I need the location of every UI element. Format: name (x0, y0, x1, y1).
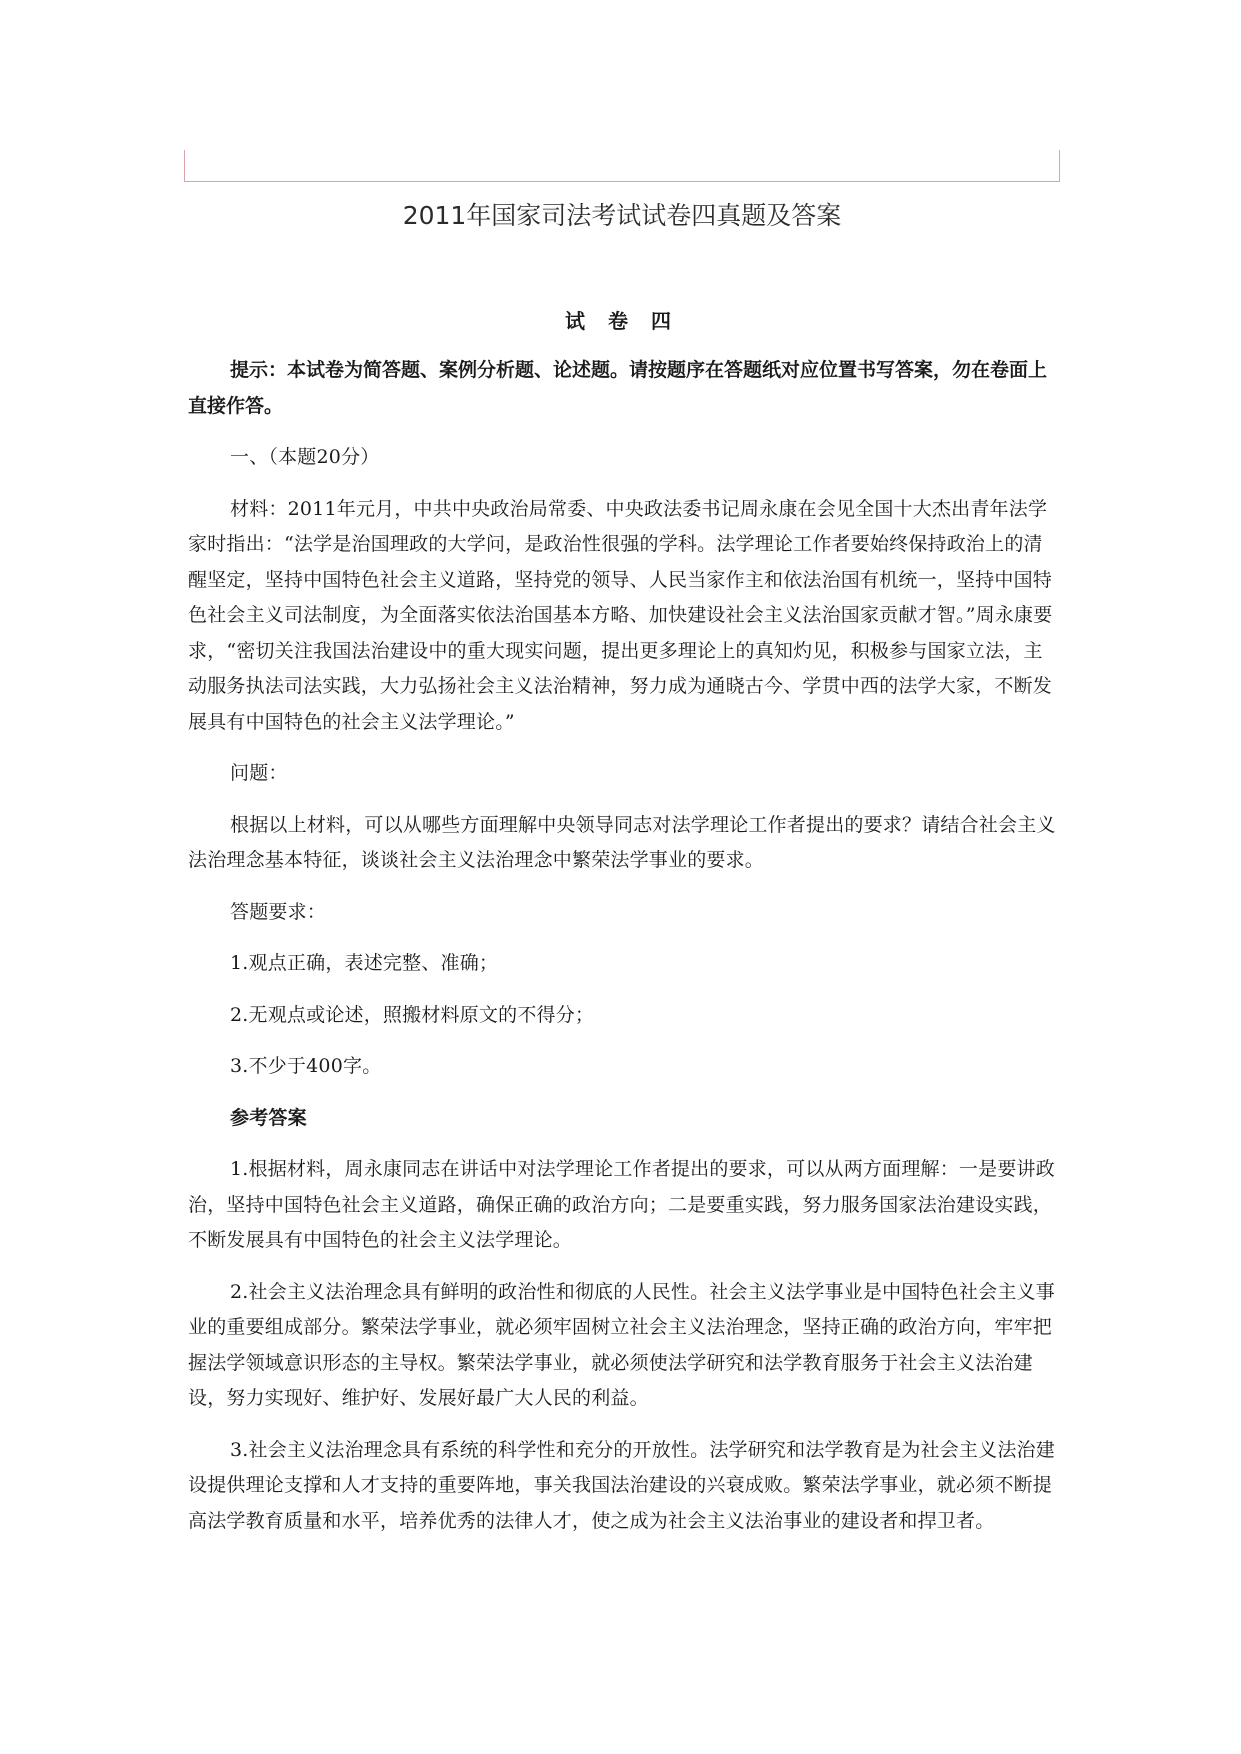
question-label: 问题： (230, 762, 288, 784)
question-text: 根据以上材料，可以从哪些方面理解中央领导同志对法学理论工作者提出的要求？请结合社会主义法治理念基本特征，谈谈社会主义法治理念中繁荣法学事业的要求。 (188, 813, 1056, 871)
header-frame (184, 150, 1060, 182)
requirement-item-3: 3.不少于400字。 (230, 1055, 382, 1077)
answer-item-1: 1.根据材料，周永康同志在讲话中对法学理论工作者提出的要求，可以从两方面理解：一是要讲政治，坚持中国特色社会主义道路，确保正确的政治方向；二是要重实践，努力服务国家法治建设实践，不断发展具有中国特色的社会主义法学理论。 (188, 1158, 1055, 1251)
document-title: 2011年国家司法考试试卷四真题及答案 (402, 201, 842, 230)
paper-title: 试 卷 四 (565, 309, 679, 333)
notice-text: 提示：本试卷为简答题、案例分析题、论述题。请按题序在答题纸对应位置书写答案，勿在卷面上直接作答。 (188, 359, 1048, 417)
answer-item-2: 2.社会主义法治理念具有鲜明的政治性和彻底的人民性。社会主义法学事业是中国特色社会主义事业的重要组成部分。繁荣法学事业，就必须牢固树立社会主义法治理念，坚持正确的政治方向，牢牢把握法学领域意识形态的主导权。繁荣法学事业，就必须使法学研究和法学教育服务于社会主义法治建设，努力实现好、维护好、发展好最广大人民的利益。 (188, 1280, 1055, 1409)
answer-label: 参考答案 (230, 1106, 307, 1129)
answer-item-3: 3.社会主义法治理念具有系统的科学性和充分的开放性。法学研究和法学教育是为社会主义法治建设提供理论支撑和人才支持的重要阵地，事关我国法治建设的兴衰成败。繁荣法学事业，就必须不断提高法学教育质量和水平，培养优秀的法律人才，使之成为社会主义法治事业的建设者和捍卫者。 (188, 1438, 1055, 1532)
material-text: 材料：2011年元月，中共中央政治局常委、中央政法委书记周永康在会见全国十大杰出青年法学家时指出：“法学是治国理政的大学问，是政治性很强的学科。法学理论工作者要始终保持政治上的清醒坚定，坚持中国特色社会主义道路，坚持党的领导、人民当家作主和依法治国有机统一，坚持中国特色社会主义司法制度，为全面落实依法治国基本方略、加快建设社会主义法治国家贡献才智。”周永康要求，“密切关注我国法治建设中的重大现实问题，提出更多理论上的真知灼见，积极参与国家立法，主动服务执法司法实践，大力弘扬社会主义法治精神，努力成为通晓古今、学贯中西的法学大家，不断发展具有中国特色的社会主义法学理论。” (188, 497, 1053, 733)
requirements-label: 答题要求： (230, 900, 327, 923)
document-body (188, 196, 1056, 1539)
requirement-item-1: 1.观点正确，表述完整、准确； (230, 952, 499, 974)
question-header: 一、（本题20分） (230, 446, 380, 468)
requirement-item-2: 2.无观点或论述，照搬材料原文的不得分； (230, 1003, 595, 1026)
